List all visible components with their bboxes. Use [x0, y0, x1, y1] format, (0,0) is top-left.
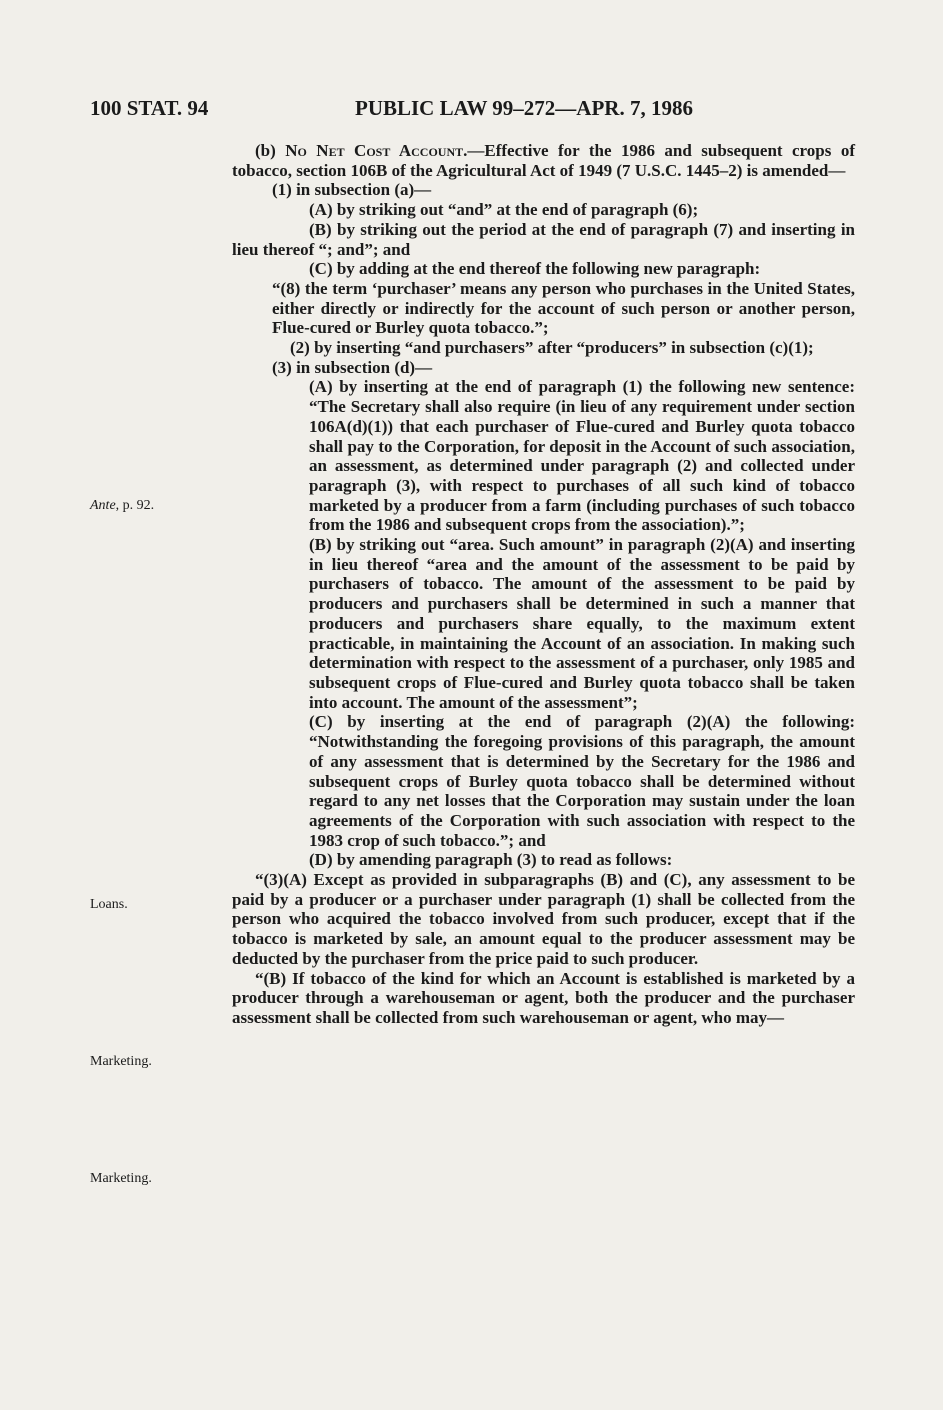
paragraph-3A: (A) by inserting at the end of paragraph (1) the following new sentence: “The Secretary shall also require (in lieu of any requirement under section 106A(d)(1)) that each purchaser of Flue-cured and Burley quota tobacco shall pay to the Corporation, for deposit in the Account of such association, an assessment, as determined under paragraph (2) and collected under paragraph (3), with respect to purchases of all such kind of tobacco marketed by a producer from a farm (including purchases of such tobacco from the 1986 and subsequent crops from the association).”; [309, 377, 855, 535]
body-text [232, 141, 855, 1028]
quoted-paragraph-3A: “(3)(A) Except as provided in subparagraphs (B) and (C), any assessment to be paid by a producer or a purchaser under paragraph (1) shall be collected from the person who acquired the tobacco involved from such producer, except that if the tobacco is marketed by sale, an amount equal to the producer assessment may be deducted by the purchaser from the price paid to such producer. [232, 870, 855, 968]
paragraph-8: “(8) the term ‘purchaser’ means any person who purchases in the United States, either directly or indirectly for the account of such person or another person, Flue-cured or Burley quota tobacco.”; [272, 278, 855, 338]
paragraph-3D: (D) by amending paragraph (3) to read as follows: [309, 850, 673, 870]
margin-note-marketing-2: Marketing. [90, 1171, 152, 1186]
paragraph-3: (3) in subsection (d)— [272, 357, 433, 377]
running-header [90, 96, 850, 126]
paragraph-3B: (B) by striking out “area. Such amount” in paragraph (2)(A) and inserting in lieu thereof “area and the amount of the assessment to be paid by purchasers of tobacco. The amount of the assessment to be paid by producers and purchasers shall be determined in such a manner that producers and purchasers share equally, to the maximum extent practicable, in maintaining the Account of an association. In making such determination with respect to the assessment of a purchaser, only 1985 and subsequent crops of Flue-cured and Burley quota tobacco shall be taken into account. The amount of the assessment”; [309, 535, 855, 712]
margin-note-loans: Loans. [90, 897, 128, 912]
paragraph-3C: (C) by inserting at the end of paragraph (2)(A) the following: “Notwithstanding the foregoing provisions of this paragraph, the amount of any assessment that is determined by the Secretary for the 1986 and subsequent crops of Burley quota tobacco shall be determined without regard to any net losses that the Corporation may sustain under the loan agreements of the Corporation with such association with respect to the 1983 crop of such tobacco.”; and [309, 712, 855, 850]
paragraph-b: (b) No Net Cost Account.—Effective for the 1986 and subsequent crops of tobacco, section 106B of the Agricultural Act of 1949 (7 U.S.C. 1445–2) is amended— [232, 141, 855, 180]
paragraph-1A: (A) by striking out “and” at the end of paragraph (6); [309, 200, 699, 220]
margin-note-ante: Ante, p. 92. [90, 498, 155, 513]
paragraph-1C: (C) by adding at the end thereof the following new paragraph: [309, 259, 761, 279]
statute-page-number: 100 STAT. 94 [90, 96, 209, 120]
paragraph-1B: (B) by striking out the period at the end of paragraph (7) and inserting in lieu thereof “; and”; and [232, 219, 855, 259]
paragraph-2: (2) by inserting “and purchasers” after “producers” in subsection (c)(1); [290, 338, 814, 358]
law-title: PUBLIC LAW 99–272—APR. 7, 1986 [355, 96, 693, 120]
paragraph-1: (1) in subsection (a)— [272, 180, 432, 200]
section-heading: No Net Cost Account [285, 141, 464, 160]
margin-note-marketing-1: Marketing. [90, 1054, 152, 1069]
quoted-paragraph-B: “(B) If tobacco of the kind for which an Account is established is marketed by a producer through a warehouseman or agent, both the producer and the purchaser assessment shall be collected from such warehouseman or agent, who may— [232, 968, 855, 1027]
